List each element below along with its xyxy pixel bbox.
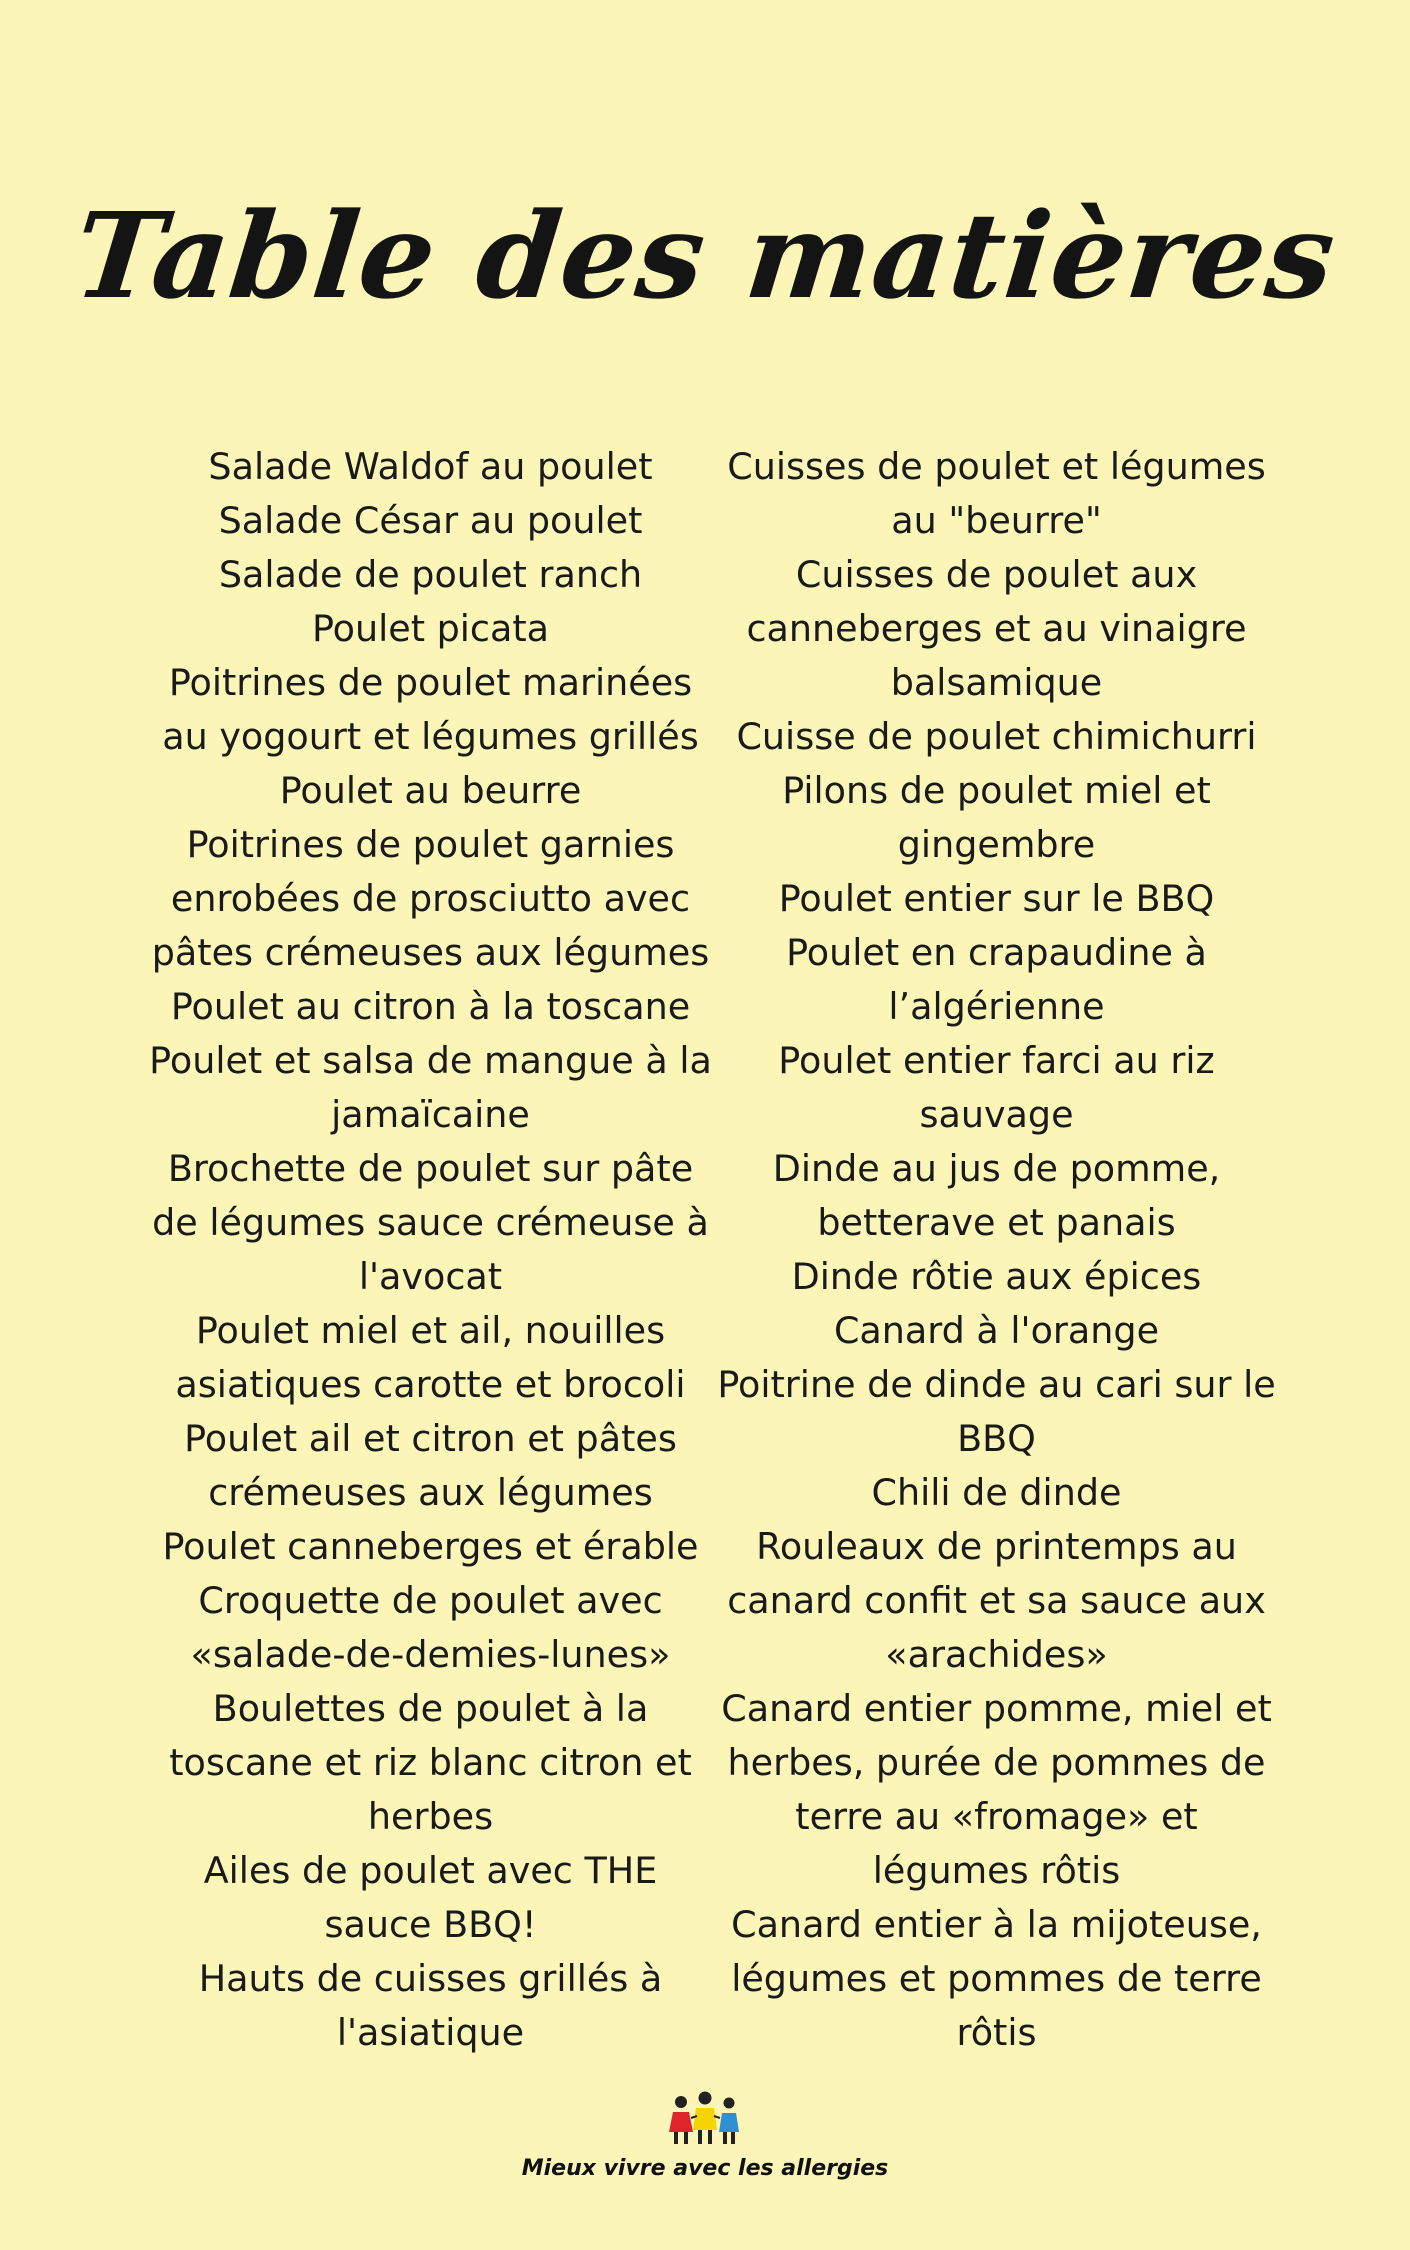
toc-item: Hauts de cuisses grillés à l'asiatique (198, 1957, 663, 2054)
toc-item: Salade de poulet ranch (218, 553, 643, 596)
toc-item: Cuisses de poulet aux canneberges et au vinaigre balsamique (746, 553, 1247, 704)
toc-item: Poulet au citron à la toscane (170, 985, 691, 1028)
toc-item: Canard entier à la mijoteuse, légumes et pommes de terre rôtis (731, 1903, 1262, 2054)
toc-item: Poulet au beurre (279, 769, 582, 812)
toc-right-column (714, 440, 1279, 2060)
toc-item: Salade Waldof au poulet (208, 445, 653, 488)
toc-item: Poitrines de poulet marinées au yogourt et légumes grillés (162, 661, 699, 758)
toc-item: Poitrines de poulet garnies enrobées de prosciutto avec pâtes crémeuses aux légumes (151, 823, 710, 974)
toc-item: Croquette de poulet avec «salade-de-demies-lunes» (190, 1579, 671, 1676)
toc-item: Cuisses de poulet et légumes au "beurre" (727, 445, 1266, 542)
toc-item: Poulet et salsa de mangue à la jamaïcaine (149, 1039, 712, 1136)
toc-item: Ailes de poulet avec THE sauce BBQ! (203, 1849, 658, 1946)
toc-item: Brochette de poulet sur pâte de légumes sauce crémeuse à l'avocat (152, 1147, 709, 1298)
toc-item: Salade César au poulet (218, 499, 643, 542)
toc-item: Poulet entier sur le BBQ (778, 877, 1215, 920)
toc-item: Poulet canneberges et érable (162, 1525, 699, 1568)
toc-item: Poulet ail et citron et pâtes crémeuses aux légumes (184, 1417, 677, 1514)
toc-item: Cuisse de poulet chimichurri (736, 715, 1257, 758)
toc-item: Chili de dinde (871, 1471, 1122, 1514)
toc-item: Poulet picata (311, 607, 550, 650)
toc-item: Boulettes de poulet à la toscane et riz blanc citron et herbes (169, 1687, 692, 1838)
brand-name: Mieux vivre avec les allergies (521, 2156, 889, 2181)
toc-item: Dinde au jus de pomme, betterave et panais (772, 1147, 1221, 1244)
toc-left-column (148, 440, 713, 2060)
toc-item: Pilons de poulet miel et gingembre (782, 769, 1211, 866)
toc-item: Poulet en crapaudine à l’algérienne (786, 931, 1207, 1028)
family-icon (665, 2090, 745, 2150)
toc-item: Canard entier pomme, miel et herbes, purée de pommes de terre au «fromage» et légumes rôtis (721, 1687, 1272, 1892)
toc-item: Dinde rôtie aux épices (791, 1255, 1202, 1298)
page-title: Table des matières (68, 186, 1342, 325)
toc-item: Canard à l'orange (833, 1309, 1160, 1352)
toc-item: Rouleaux de printemps au canard confit et sa sauce aux «arachides» (727, 1525, 1266, 1676)
toc-item: Poitrine de dinde au cari sur le BBQ (717, 1363, 1276, 1460)
toc-item: Poulet entier farci au riz sauvage (778, 1039, 1215, 1136)
footer (0, 2090, 1410, 2181)
toc-item: Poulet miel et ail, nouilles asiatiques carotte et brocoli (175, 1309, 686, 1406)
